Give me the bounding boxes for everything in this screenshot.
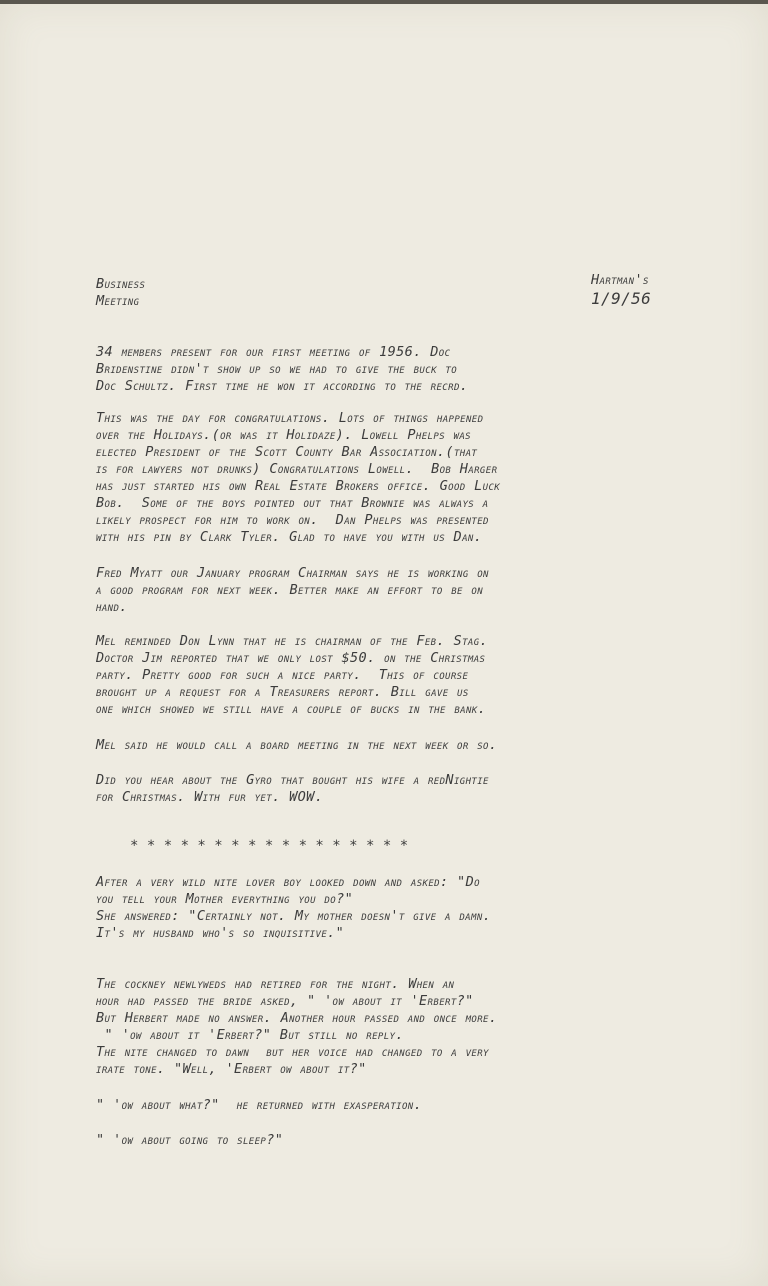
joke-lover-boy	[96, 874, 491, 942]
text-line: one which showed we still have a couple of bucks in the bank.	[96, 701, 487, 717]
text-line: has just started his own Real Estate Brokers office. Good Luck	[96, 478, 501, 494]
text-line: Fred Myatt our January program Chairman says he is working on	[96, 565, 489, 581]
text-line: It's my husband who's so inquisitive."	[96, 925, 345, 941]
header-right	[591, 272, 651, 309]
text-line: " 'ow about it 'Erbert?" But still no reply.	[96, 1027, 404, 1043]
text-line: The nite changed to dawn but her voice had changed to a very	[96, 1044, 489, 1060]
joke-cockney	[96, 976, 497, 1078]
header-line: Meeting	[96, 293, 140, 309]
header-line: Business	[96, 276, 146, 292]
meeting-date: 1/9/56	[591, 289, 652, 308]
joke-reply	[96, 1097, 422, 1114]
text-line: " 'ow about going to sleep?"	[96, 1132, 284, 1148]
header-title: Hartman's	[591, 272, 649, 288]
text-line: party. Pretty good for such a nice party. This of course	[96, 667, 469, 683]
text-line: you tell your Mother everything you do?"	[96, 891, 354, 907]
text-line: Doctor Jim reported that we only lost $50. on the Christmas	[96, 650, 486, 666]
text-line: 34 members present for our first meeting of 1956. Doc	[96, 344, 451, 360]
paragraph-program	[96, 565, 489, 616]
text-line: irate tone. "Well, 'Erbert ow about it?"	[96, 1061, 367, 1077]
text-line: Mel reminded Don Lynn that he is chairman of the Feb. Stag.	[96, 633, 489, 649]
joke-punchline	[96, 1132, 283, 1149]
text-line: elected President of the Scott County Bar Association.(that	[96, 444, 478, 460]
text-line: brought up a request for a Treasurers report. Bill gave us	[96, 684, 469, 700]
top-edge	[0, 0, 768, 4]
text-line: likely prospect for him to work on. Dan Phelps was presented	[96, 512, 489, 528]
star-separator: * * * * * * * * * * * * * * * * *	[130, 838, 409, 854]
paragraph-stag	[96, 633, 488, 718]
text-line: Mel said he would call a board meeting in the next week or so.	[96, 737, 498, 753]
text-line: hand.	[96, 599, 128, 615]
text-line: a good program for next week. Better make an effort to be on	[96, 582, 484, 598]
text-line: Bob. Some of the boys pointed out that Brownie was always a	[96, 495, 489, 511]
paragraph-attendance	[96, 344, 468, 395]
text-line: " 'ow about what?" he returned with exasperation.	[96, 1097, 423, 1113]
text-line: But Herbert made no answer. Another hour passed and once more.	[96, 1010, 498, 1026]
text-line: with his pin by Clark Tyler. Glad to have you with us Dan.	[96, 529, 483, 545]
text-line: over the Holidays.(or was it Holidaze). Lowell Phelps was	[96, 427, 471, 443]
text-line: Bridenstine didn't show up so we had to give the buck to	[96, 361, 458, 377]
text-line: Doc Schultz. First time he won it according to the recrd.	[96, 378, 469, 394]
text-line: She answered: "Certainly not. My mother doesn't give a damn.	[96, 908, 492, 924]
text-line: hour had passed the bride asked, " 'ow about it 'Erbert?"	[96, 993, 474, 1009]
paragraph-gyro	[96, 772, 489, 806]
paragraph-board	[96, 737, 497, 754]
text-line: After a very wild nite lover boy looked down and asked: "Do	[96, 874, 480, 890]
header-left	[96, 276, 145, 310]
text-line: The cockney newlyweds had retired for the night. When an	[96, 976, 455, 992]
text-line: is for lawyers not drunks) Congratulations Lowell. Bob Harger	[96, 461, 498, 477]
text-line: for Christmas. With fur yet. WOW.	[96, 789, 324, 805]
paragraph-congratulations	[96, 410, 500, 546]
text-line: This was the day for congratulations. Lots of things happened	[96, 410, 484, 426]
text-line: Did you hear about the Gyro that bought his wife a redNightie	[96, 772, 489, 788]
